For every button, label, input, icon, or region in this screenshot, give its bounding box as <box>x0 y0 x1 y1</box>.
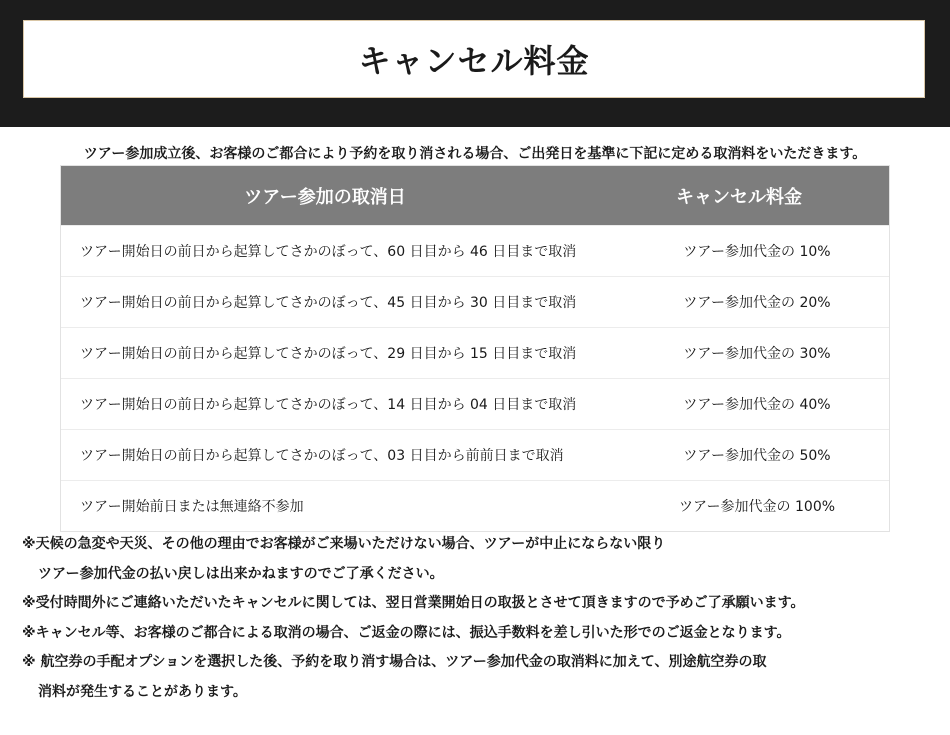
row-fee: ツアー参加代金の 100% <box>678 499 836 515</box>
intro-text: ツアー参加成立後、お客様のご都合により予約を取り消される場合、ご出発日を基準に下記に定める取消料をいただきます。 <box>83 146 867 162</box>
title-box <box>23 20 925 98</box>
note-weather: ※天候の急変や天災、その他の理由でお客様がご来場いただけない場合、ツアーが中止にならない限り <box>22 536 666 552</box>
row-condition: ツアー開始日の前日から起算してさかのぼって、60 日目から 46 日目まで取消 <box>80 244 577 260</box>
row-condition: ツアー開始日の前日から起算してさかのぼって、29 日目から 15 日目まで取消 <box>80 346 577 362</box>
note-refund-fee: ※キャンセル等、お客様のご都合による取消の場合、ご返金の際には、振込手数料を差し引いた形でのご返金となります。 <box>22 624 791 641</box>
page-title: キャンセル料金 <box>358 42 590 80</box>
table-row <box>61 276 889 327</box>
table-row <box>61 480 889 531</box>
column-header-cancel-date: ツアー参加の取消日 <box>244 186 406 208</box>
row-fee: ツアー参加代金の 30% <box>683 346 831 362</box>
note-flight-option: ※ 航空券の手配オプションを選択した後、予約を取り消す場合は、ツアー参加代金の取消料に加えて、別途航空券の取 <box>22 654 767 670</box>
row-condition: ツアー開始日の前日から起算してさかのぼって、03 日目から前前日まで取消 <box>80 448 564 464</box>
table-row <box>61 429 889 480</box>
row-fee: ツアー参加代金の 50% <box>683 448 831 464</box>
row-fee: ツアー参加代金の 20% <box>683 295 831 311</box>
table-row <box>61 327 889 378</box>
table-row <box>61 225 889 276</box>
notes-section <box>22 530 932 707</box>
cancellation-fee-table <box>60 165 890 532</box>
note-weather-continued: ツアー参加代金の払い戻しは出来かねますのでご了承ください。 <box>38 565 444 582</box>
row-condition: ツアー開始前日または無連絡不参加 <box>80 499 304 515</box>
note-after-hours: ※受付時間外にご連絡いただいたキャンセルに関しては、翌日営業開始日の取扱とさせて頂きますので予めご了承願います。 <box>22 595 805 611</box>
table-header <box>61 166 889 225</box>
row-fee: ツアー参加代金の 40% <box>683 397 831 413</box>
column-header-cancel-fee: キャンセル料金 <box>676 186 802 208</box>
table-row <box>61 378 889 429</box>
row-condition: ツアー開始日の前日から起算してさかのぼって、45 日目から 30 日目まで取消 <box>80 295 577 311</box>
note-flight-option-continued: 消料が発生することがあります。 <box>38 683 247 700</box>
row-condition: ツアー開始日の前日から起算してさかのぼって、14 日目から 04 日目まで取消 <box>80 397 577 413</box>
row-fee: ツアー参加代金の 10% <box>683 244 831 260</box>
header-band <box>0 0 950 127</box>
